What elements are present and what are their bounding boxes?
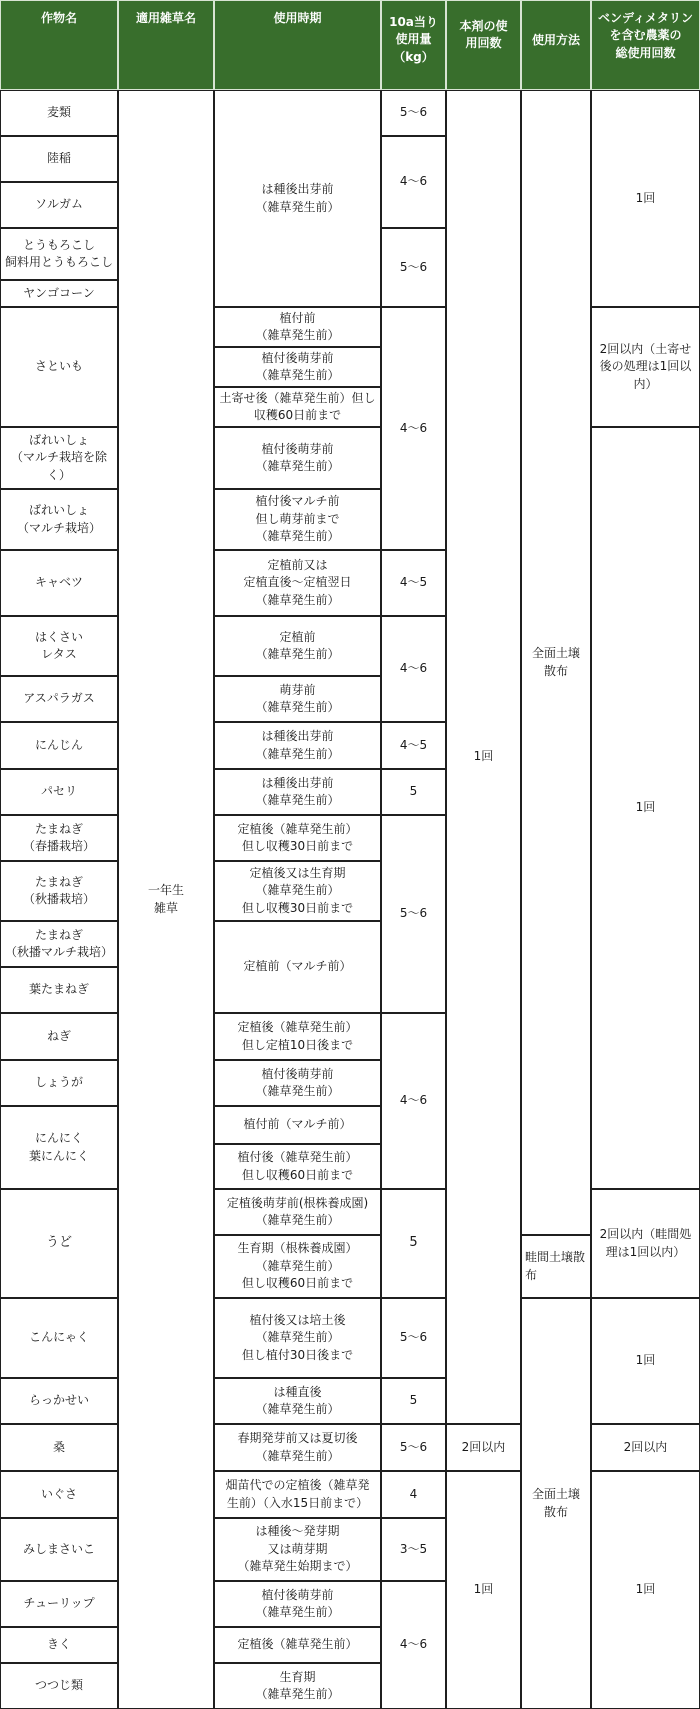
grid-line	[214, 1518, 381, 1519]
total-cell: 2回以内（畦間処 理は1回以内）	[599, 1227, 692, 1259]
crop-cell: アスパラガス	[23, 691, 95, 706]
grid-line	[0, 550, 1, 616]
grid-line	[0, 1298, 118, 1299]
grid-line	[214, 1518, 215, 1581]
grid-line	[591, 1471, 700, 1472]
crop-cell: パセリ	[40, 784, 77, 799]
crop-cell: 桑	[52, 1439, 65, 1454]
grid-line	[521, 1235, 522, 1298]
crop-cell: こんにゃく	[29, 1330, 89, 1345]
grid-line	[0, 1106, 118, 1107]
amount-cell: 4～5	[399, 737, 428, 752]
method-cell: 畦間土壌散 布	[525, 1250, 586, 1282]
grid-line	[381, 228, 382, 307]
amount-cell: 5～6	[399, 906, 428, 921]
grid-line	[0, 1060, 1, 1106]
grid-line	[0, 280, 118, 281]
grid-line	[381, 815, 446, 816]
grid-line	[214, 1298, 215, 1378]
grid-line	[0, 1424, 118, 1425]
grid-line	[591, 0, 700, 1]
grid-line	[521, 0, 522, 90]
timing-cell: 定植後（雑草発生前）	[237, 1637, 358, 1652]
total-cell: 2回以内（土寄せ 後の処理は1回以 内）	[599, 341, 692, 391]
grid-line	[446, 1471, 447, 1709]
grid-line	[381, 1424, 446, 1425]
crop-cell: 麦類	[46, 105, 71, 120]
timing-cell: 生育期（根株養成園） （雑草発生前） 但し収穫60日前まで	[237, 1241, 358, 1291]
grid-line	[0, 1663, 1, 1709]
grid-line	[214, 1235, 381, 1236]
grid-line	[591, 427, 700, 428]
grid-line	[214, 1106, 381, 1107]
grid-line	[0, 815, 1, 861]
grid-line	[214, 387, 215, 427]
crop-cell: ヤンゴコーン	[23, 285, 95, 300]
grid-line	[214, 1471, 215, 1518]
grid-line	[0, 722, 1, 769]
timing-cell: 植付後（雑草発生前） 但し収穫60日前まで	[237, 1150, 358, 1182]
crop-cell: ねぎ	[46, 1028, 71, 1043]
timing-cell: 定植後（雑草発生前） 但し収穫30日前まで	[237, 821, 358, 853]
grid-line	[446, 1471, 521, 1472]
grid-line	[381, 1013, 446, 1014]
grid-line	[446, 1424, 447, 1471]
grid-line	[381, 1298, 446, 1299]
grid-line	[521, 0, 591, 1]
crop-cell: つつじ類	[34, 1678, 83, 1693]
amount-cell: 4～6	[399, 174, 428, 189]
grid-line	[214, 427, 215, 489]
grid-line	[381, 1378, 382, 1424]
grid-line	[591, 1424, 700, 1425]
grid-line	[0, 861, 1, 921]
grid-line	[0, 427, 118, 428]
crop-cell: いぐさ	[40, 1486, 77, 1501]
grid-line	[0, 307, 1, 427]
grid-line	[591, 307, 592, 427]
crop-cell: キャベツ	[34, 575, 83, 590]
amount-cell: 4	[409, 1486, 418, 1501]
grid-line	[214, 1627, 381, 1628]
crop-cell: たまねぎ （秋播栽培）	[22, 874, 95, 906]
grid-line	[0, 90, 118, 91]
grid-line	[381, 769, 446, 770]
grid-line	[381, 307, 446, 308]
grid-line	[214, 1235, 215, 1298]
grid-line	[0, 861, 118, 862]
total-cell: 1回	[635, 1582, 656, 1597]
grid-line	[591, 1471, 592, 1709]
grid-line	[381, 1518, 446, 1519]
grid-line	[521, 90, 591, 91]
grid-line	[591, 307, 700, 308]
grid-line	[521, 1298, 591, 1299]
grid-line	[214, 1189, 215, 1235]
grid-line	[381, 722, 446, 723]
grid-line	[381, 722, 382, 769]
grid-line	[521, 90, 522, 1235]
timing-cell: 植付後萌芽前 （雑草発生前）	[255, 441, 340, 473]
grid-line	[214, 489, 381, 490]
grid-line	[214, 90, 215, 307]
crop-cell: にんじん	[34, 737, 83, 752]
grid-line	[214, 1060, 381, 1061]
grid-line	[0, 1581, 1, 1627]
grid-line	[214, 550, 381, 551]
grid-line	[591, 90, 592, 307]
crop-cell: しょうが	[34, 1075, 83, 1090]
grid-line	[0, 1627, 118, 1628]
grid-line	[214, 722, 215, 769]
grid-line	[214, 1581, 215, 1627]
grid-line	[0, 1189, 1, 1298]
amount-cell: 5～6	[399, 1330, 428, 1345]
grid-line	[591, 427, 592, 1189]
timing-cell: は種後出芽前 （雑草発生前）	[255, 729, 340, 761]
grid-line	[0, 921, 118, 922]
grid-line	[214, 0, 215, 90]
timing-cell: は種後出芽前 （雑草発生前）	[255, 182, 340, 214]
grid-line	[521, 1298, 522, 1709]
timing-cell: 生育期 （雑草発生前）	[255, 1669, 340, 1701]
grid-line	[381, 1189, 446, 1190]
grid-line	[591, 1189, 592, 1298]
crop-cell: 葉たまねぎ	[28, 982, 89, 997]
header-amount: 10a当り 使用量 （kg）	[381, 0, 446, 90]
grid-line	[381, 0, 446, 1]
count-cell: 1回	[473, 1582, 494, 1597]
grid-line	[0, 307, 118, 308]
grid-line	[214, 1013, 381, 1014]
grid-line	[591, 1298, 592, 1424]
grid-line	[0, 1581, 118, 1582]
grid-line	[214, 1378, 215, 1424]
grid-line	[381, 90, 446, 91]
timing-cell: 植付後萌芽前 （雑草発生前）	[255, 1587, 340, 1619]
grid-line	[381, 550, 382, 616]
total-cell: 1回	[635, 800, 656, 815]
grid-line	[446, 90, 521, 91]
grid-line	[591, 1424, 592, 1471]
grid-line	[214, 307, 381, 308]
grid-line	[591, 1298, 700, 1299]
crop-cell: きく	[46, 1637, 71, 1652]
timing-cell: 植付後又は培土後 （雑草発生前） 但し植付30日後まで	[241, 1312, 354, 1362]
grid-line	[0, 90, 1, 136]
grid-line	[214, 1189, 381, 1190]
crop-cell: ソルガム	[34, 197, 83, 212]
grid-line	[381, 1378, 446, 1379]
header-timing: 使用時期	[214, 0, 381, 90]
grid-line	[521, 1235, 591, 1236]
header-crop: 作物名	[0, 0, 118, 90]
grid-line	[381, 616, 446, 617]
grid-line	[214, 307, 215, 347]
grid-line	[0, 967, 118, 968]
grid-line	[214, 1144, 381, 1145]
timing-cell: 植付後萌芽前 （雑草発生前）	[255, 1066, 340, 1098]
grid-line	[214, 387, 381, 388]
grid-line	[214, 921, 381, 922]
grid-line	[381, 1518, 382, 1581]
grid-line	[214, 0, 381, 1]
crop-cell: さといも	[34, 359, 83, 374]
grid-line	[214, 1627, 215, 1663]
amount-cell: 4～6	[399, 661, 428, 676]
grid-line	[214, 722, 381, 723]
grid-line	[381, 1298, 382, 1378]
grid-line	[381, 307, 382, 550]
amount-cell: 5～6	[399, 105, 428, 120]
grid-line	[0, 228, 118, 229]
crop-cell: らっかせい	[28, 1393, 89, 1408]
grid-line	[214, 1106, 215, 1144]
grid-line	[214, 861, 215, 921]
grid-line	[0, 722, 118, 723]
grid-line	[0, 921, 1, 967]
grid-line	[591, 0, 592, 90]
grid-line	[0, 616, 1, 676]
crop-cell: みしまさいこ	[22, 1541, 95, 1556]
grid-line	[381, 1471, 382, 1518]
grid-line	[214, 347, 215, 387]
grid-line	[214, 1663, 215, 1709]
crop-cell: 陸稲	[46, 151, 71, 166]
grid-line	[214, 489, 215, 550]
grid-line	[214, 815, 215, 861]
header-total: ベンディメタリン を含む農薬の 総使用回数	[591, 0, 700, 90]
grid-line	[0, 182, 118, 183]
grid-line	[446, 1424, 521, 1425]
header-count: 本剤の使 用回数	[446, 0, 521, 90]
amount-cell: 5～6	[399, 1439, 428, 1454]
grid-line	[0, 136, 1, 182]
header-method: 使用方法	[521, 0, 591, 90]
timing-cell: は種後～発芽期 又は萌芽期 （雑草発生始期まで）	[237, 1524, 358, 1574]
grid-line	[0, 427, 1, 489]
crop-cell: チューリップ	[23, 1596, 95, 1611]
grid-line	[214, 1424, 215, 1471]
grid-line	[0, 489, 118, 490]
count-cell: 2回以内	[461, 1439, 506, 1454]
grid-line	[214, 1060, 215, 1106]
total-cell: 2回以内	[623, 1439, 668, 1454]
amount-cell: 5	[409, 784, 418, 799]
grid-line	[446, 90, 447, 1424]
grid-line	[214, 1471, 381, 1472]
grid-line	[0, 967, 1, 1013]
timing-cell: 植付後萌芽前 （雑草発生前）	[255, 350, 340, 382]
grid-line	[381, 136, 446, 137]
timing-cell: は種後出芽前 （雑草発生前）	[255, 775, 340, 807]
grid-line	[0, 1298, 1, 1378]
header-weed: 適用雑草名	[118, 0, 214, 90]
amount-cell: 4～6	[399, 420, 428, 435]
weed-cell: 一年生 雑草	[147, 883, 184, 915]
grid-line	[381, 1189, 382, 1298]
grid-line	[446, 0, 447, 90]
grid-line	[214, 1378, 381, 1379]
grid-line	[381, 0, 382, 90]
grid-line	[118, 0, 214, 1]
grid-line	[0, 1518, 118, 1519]
grid-line	[0, 182, 1, 228]
grid-line	[0, 676, 1, 722]
grid-line	[381, 815, 382, 1013]
grid-line	[0, 815, 118, 816]
timing-cell: 春期発芽前又は夏切後 （雑草発生前）	[237, 1431, 358, 1463]
grid-line	[0, 489, 1, 550]
amount-cell: 4～6	[399, 1093, 428, 1108]
grid-line	[214, 1581, 381, 1582]
crop-cell: うど	[45, 1235, 72, 1251]
grid-line	[0, 1663, 118, 1664]
method-cell: 全面土壌 散布	[531, 646, 580, 678]
grid-line	[214, 1298, 381, 1299]
grid-line	[214, 1663, 381, 1664]
grid-line	[0, 1378, 118, 1379]
grid-line	[381, 90, 382, 136]
grid-line	[381, 769, 382, 815]
grid-line	[0, 550, 118, 551]
timing-cell: 土寄せ後（雑草発生前）但し 収穫60日前まで	[219, 390, 376, 422]
grid-line	[381, 1424, 382, 1471]
grid-line	[214, 1144, 215, 1189]
grid-line	[214, 921, 215, 1013]
crop-cell: たまねぎ （春播栽培）	[22, 821, 95, 853]
total-cell: 1回	[635, 190, 656, 205]
amount-cell: 4～5	[399, 575, 428, 590]
grid-line	[214, 676, 381, 677]
grid-line	[214, 550, 215, 616]
grid-line	[0, 136, 118, 137]
grid-line	[214, 861, 381, 862]
grid-line	[118, 90, 119, 1709]
crop-cell: ばれいしょ （マルチ栽培）	[16, 503, 101, 535]
grid-line	[118, 90, 214, 91]
grid-line	[0, 1013, 118, 1014]
grid-line	[0, 1424, 1, 1471]
grid-line	[0, 1189, 118, 1190]
grid-line	[0, 280, 1, 307]
grid-line	[0, 1627, 1, 1663]
grid-line	[0, 769, 118, 770]
amount-cell: 5	[409, 1235, 418, 1251]
timing-cell: 萌芽前 （雑草発生前）	[255, 682, 340, 714]
grid-line	[0, 1471, 1, 1518]
grid-line	[381, 1581, 446, 1582]
timing-cell: 植付前（マルチ前）	[243, 1117, 352, 1132]
grid-line	[0, 0, 118, 1]
grid-line	[0, 1060, 118, 1061]
grid-line	[446, 0, 521, 1]
grid-line	[0, 616, 118, 617]
grid-line	[214, 769, 215, 815]
amount-cell: 5～6	[399, 259, 428, 274]
crop-cell: はくさい レタス	[34, 629, 83, 661]
grid-line	[214, 427, 381, 428]
grid-line	[381, 550, 446, 551]
count-cell: 1回	[473, 749, 494, 764]
grid-line	[214, 347, 381, 348]
timing-cell: 定植前（マルチ前）	[243, 959, 352, 974]
grid-line	[214, 815, 381, 816]
grid-line	[591, 90, 700, 91]
grid-line	[591, 1189, 700, 1190]
crop-cell: たまねぎ （秋播マルチ栽培）	[4, 927, 113, 959]
grid-line	[381, 136, 382, 228]
timing-cell: 定植前 （雑草発生前）	[255, 629, 340, 661]
grid-line	[0, 676, 118, 677]
method-cell: 全面土壌 散布	[531, 1487, 580, 1519]
amount-cell: 5	[409, 1393, 418, 1408]
timing-cell: 植付前 （雑草発生前）	[255, 310, 340, 342]
grid-line	[214, 616, 215, 676]
grid-line	[381, 228, 446, 229]
amount-cell: 3～5	[399, 1541, 428, 1556]
grid-line	[214, 1424, 381, 1425]
grid-line	[118, 0, 119, 90]
amount-cell: 4～6	[399, 1637, 428, 1652]
timing-cell: は種直後 （雑草発生前）	[255, 1384, 340, 1416]
grid-line	[381, 1471, 446, 1472]
grid-line	[214, 769, 381, 770]
grid-line	[0, 1378, 1, 1424]
timing-cell: 定植後萌芽前(根株養成園) （雑草発生前）	[226, 1195, 369, 1227]
timing-cell: 定植後（雑草発生前） 但し定植10日後まで	[237, 1020, 358, 1052]
grid-line	[214, 90, 381, 91]
total-cell: 1回	[635, 1353, 656, 1368]
grid-line	[381, 616, 382, 722]
grid-line	[0, 1518, 1, 1581]
grid-line	[381, 1013, 382, 1189]
grid-line	[214, 616, 381, 617]
grid-line	[0, 0, 1, 90]
grid-line	[381, 1581, 382, 1709]
grid-line	[214, 1013, 215, 1060]
grid-line	[0, 1471, 118, 1472]
timing-cell: 畑苗代での定植後（雑草発 生前）（入水15日前まで）	[225, 1478, 370, 1510]
grid-line	[0, 1106, 1, 1189]
grid-line	[0, 228, 1, 280]
timing-cell: 植付後マルチ前 但し萌芽前まで （雑草発生前）	[255, 494, 340, 544]
crop-cell: にんにく 葉にんにく	[28, 1131, 89, 1163]
grid-line	[0, 1013, 1, 1060]
crop-cell: とうもろこし 飼料用とうもろこし	[4, 237, 113, 269]
timing-cell: 定植前又は 定植直後～定植翌日 （雑草発生前）	[243, 557, 352, 607]
grid-line	[0, 769, 1, 815]
timing-cell: 定植後又は生育期 （雑草発生前） 但し収穫30日前まで	[241, 865, 354, 915]
grid-line	[214, 676, 215, 722]
crop-cell: ばれいしょ （マルチ栽培を除く）	[10, 432, 107, 482]
